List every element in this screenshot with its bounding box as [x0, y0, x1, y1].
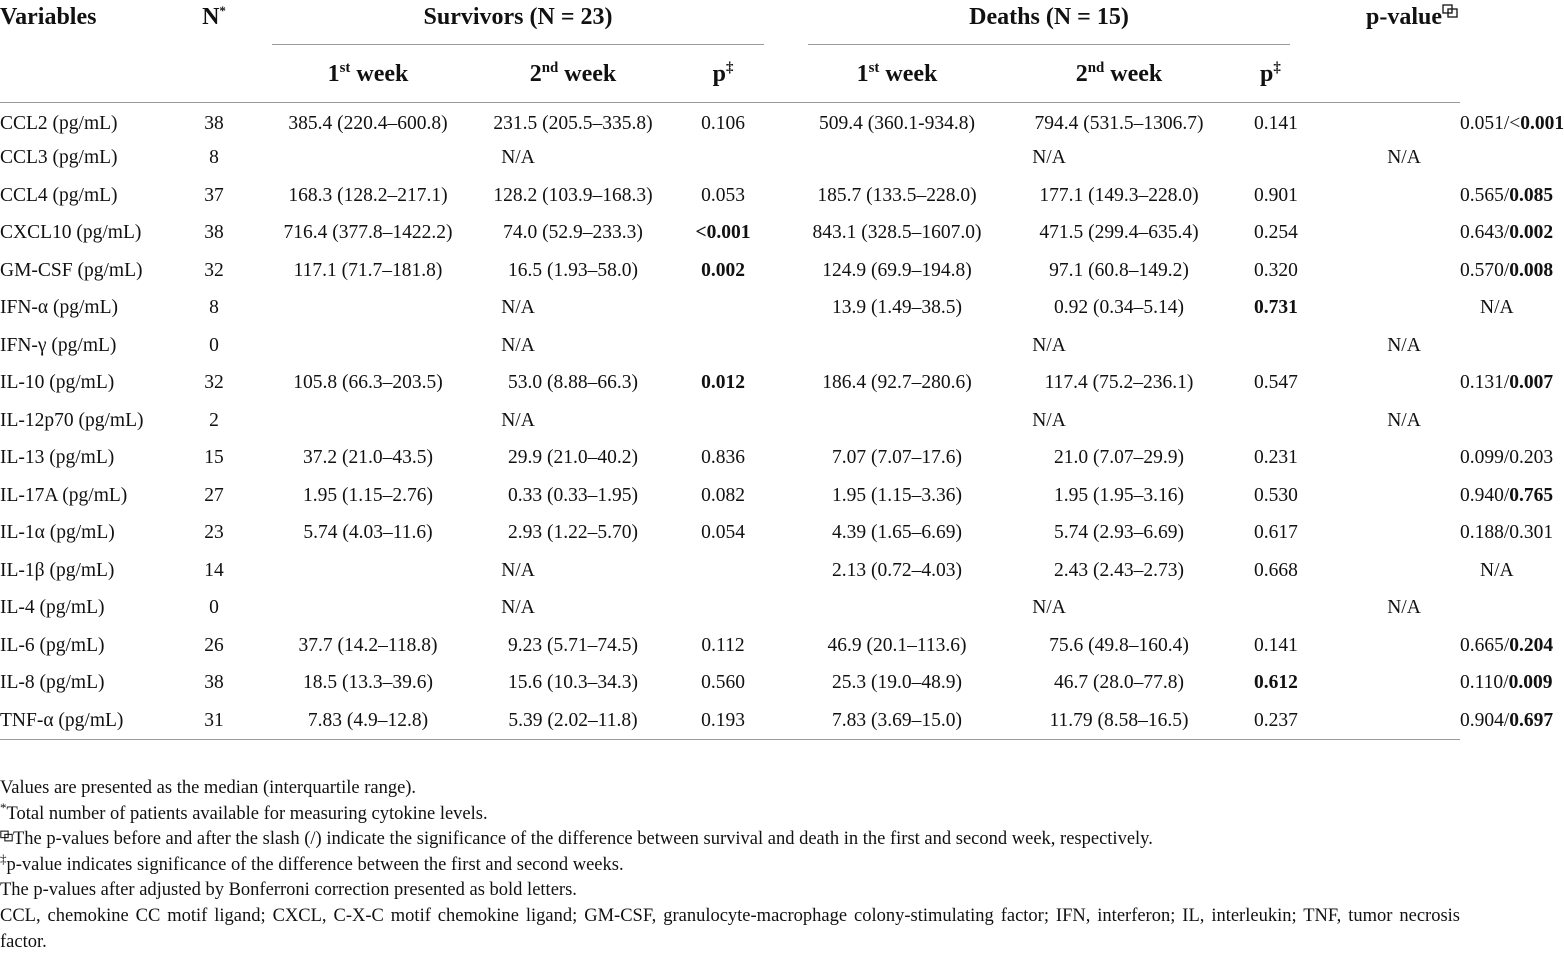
cell-n: 38 [204, 113, 224, 134]
cell-deaths-week1: 186.4 (92.7–280.6) [822, 372, 972, 394]
cell-deaths-week2: 117.4 (75.2–236.1) [1044, 372, 1194, 394]
table-row: IL-17A (pg/mL) 27 1.95 (1.15–2.76) 0.33 (0.33–1.95) 0.082 1.95 (1.15–3.36) 1.95 (1.95–3.16) 0.530 0.940/0.765 [0, 477, 1460, 515]
cell-variable: IL-1α (pg/mL) [0, 522, 115, 544]
header-p-value: p-value [1328, 0, 1460, 102]
cell-survivors-p: 0.112 [701, 634, 745, 656]
cell-n: 32 [204, 259, 224, 281]
table-header [0, 0, 1460, 102]
cell-survivors-p: 0.082 [701, 484, 745, 506]
cell-spacer [764, 440, 808, 478]
cell-deaths-week2: 97.1 (60.8–149.2) [1049, 259, 1189, 281]
cell-spacer [250, 365, 272, 403]
cell-spacer [250, 252, 272, 290]
cell-deaths-week1: 843.1 (328.5–1607.0) [812, 222, 982, 244]
cell-spacer [764, 102, 808, 140]
cell-survivors-na: N/A [501, 597, 535, 619]
cell-spacer [250, 515, 272, 553]
cell-deaths-p: 0.731 [1254, 297, 1298, 319]
cell-deaths-na: N/A [1032, 147, 1066, 169]
cell-spacer [764, 327, 808, 365]
table-row: IL-8 (pg/mL) 38 18.5 (13.3–39.6) 15.6 (10.3–34.3) 0.560 25.3 (19.0–48.9) 46.7 (28.0–77.8) 0.612 0.110/0.009 [0, 665, 1460, 703]
cell-deaths-week1: 7.83 (3.69–15.0) [808, 702, 986, 740]
cell-spacer [764, 552, 808, 590]
cell-spacer [250, 215, 272, 253]
cell-survivors-p: <0.001 [695, 222, 751, 244]
cell-deaths-na: N/A [1032, 409, 1066, 431]
table-row: TNF-α (pg/mL) 31 7.83 (4.9–12.8) 5.39 (2.02–11.8) 0.193 7.83 (3.69–15.0) 11.79 (8.58–16.5) 0.237 0.904/0.697 [0, 702, 1460, 740]
cell-variable: CCL2 (pg/mL) [0, 113, 118, 134]
table-row [0, 402, 1460, 440]
cell-spacer [250, 552, 272, 590]
cell-survivors-p: 0.002 [701, 259, 745, 281]
cell-variable: IL-6 (pg/mL) [0, 634, 105, 656]
cell-survivors-week2: 231.5 (205.5–335.8) [493, 113, 653, 134]
cell-spacer [250, 477, 272, 515]
header-survivors: Survivors (N = 23) [272, 0, 764, 44]
table-row: IL-1α (pg/mL) 23 5.74 (4.03–11.6) 2.93 (1.22–5.70) 0.054 4.39 (1.65–6.69) 5.74 (2.93–6.69) 0.617 0.188/0.301 [0, 515, 1460, 553]
cell-spacer [764, 252, 808, 290]
cell-variable: IL-12p70 (pg/mL) [0, 409, 144, 431]
cell-n: 31 [178, 702, 250, 740]
cell-deaths-week2: 2.43 (2.43–2.73) [1054, 559, 1184, 581]
footnote-weeks: ‡p-value indicates significance of the difference between the first and second weeks. [0, 850, 624, 875]
footnote-p-value-slash: The p-values before and after the slash (/) indicate the significance of the difference between survival and death in the first and second week, respectively. [0, 827, 1460, 853]
cell-spacer [250, 402, 272, 440]
cell-deaths-p: 0.901 [1254, 184, 1298, 206]
cell-p-value: N/A [1387, 334, 1421, 356]
cell-variable: CCL3 (pg/mL) [0, 147, 118, 169]
cell-deaths-p: 0.547 [1254, 372, 1298, 394]
cell-spacer [250, 140, 272, 178]
cell-spacer [1328, 252, 1460, 290]
cell-deaths-p: 0.530 [1254, 484, 1298, 506]
cell-deaths-p: 0.231 [1254, 447, 1298, 469]
cell-deaths-week1: 185.7 (133.5–228.0) [817, 184, 977, 206]
cell-spacer [250, 627, 272, 665]
cell-survivors-p: 0.106 [701, 113, 745, 134]
cell-survivors-na: N/A [501, 334, 535, 356]
cell-spacer [250, 177, 272, 215]
cell-spacer [1328, 177, 1460, 215]
cell-survivors-week1: 716.4 (377.8–1422.2) [283, 222, 453, 244]
cell-n: 38 [204, 222, 224, 244]
footnote-bonferroni: The p-values after adjusted by Bonferroni correction presented as bold letters. [0, 880, 577, 901]
footnote-abbreviations: CCL, chemokine CC motif ligand; CXCL, C-X-C motif chemokine ligand; GM-CSF, granulocyte-macrophage colony-stimulating factor; IFN, interferon; IL, interleukin; TNF, tumor necrosis factor. [0, 905, 1460, 952]
table-footnotes [0, 776, 1460, 955]
cell-deaths-week1: 4.39 (1.65–6.69) [832, 522, 962, 544]
cell-survivors-week2: 16.5 (1.93–58.0) [508, 259, 638, 281]
cell-n: 0 [209, 597, 219, 619]
table-body [0, 102, 1564, 740]
cell-survivors-week2: 74.0 (52.9–233.3) [503, 222, 643, 244]
cell-spacer [250, 290, 272, 328]
header-survivors-week2: 2nd week [464, 44, 682, 102]
cell-n: 37 [204, 184, 224, 206]
cell-spacer [764, 515, 808, 553]
cell-deaths-week1: 13.9 (1.49–38.5) [832, 297, 962, 319]
cell-n: 23 [204, 522, 224, 544]
cell-variable: CCL4 (pg/mL) [0, 184, 118, 206]
cell-survivors-week1: 37.7 (14.2–118.8) [298, 634, 438, 656]
cell-spacer [250, 102, 272, 140]
cell-spacer [764, 477, 808, 515]
cell-spacer [1328, 440, 1460, 478]
cell-spacer [1328, 552, 1460, 590]
cell-deaths-week2: 177.1 (149.3–228.0) [1039, 184, 1199, 206]
cell-survivors-na: N/A [501, 559, 535, 581]
cell-spacer [1328, 665, 1460, 703]
footnote-values: Values are presented as the median (interquartile range). [0, 778, 417, 798]
cell-n: 38 [204, 672, 224, 694]
cell-variable: IL-13 (pg/mL) [0, 447, 115, 469]
cell-variable: IL-17A (pg/mL) [0, 484, 128, 506]
cell-n: 8 [209, 297, 219, 319]
cell-n: 32 [204, 372, 224, 394]
cell-spacer [764, 627, 808, 665]
cell-deaths-week2: 471.5 (299.4–635.4) [1039, 222, 1199, 244]
cell-survivors-p: 0.836 [701, 447, 745, 469]
cell-survivors-week1: 105.8 (66.3–203.5) [293, 372, 443, 394]
cell-survivors-week2: 15.6 (10.3–34.3) [508, 672, 638, 694]
cell-n: 15 [204, 447, 224, 469]
header-n: N* [178, 0, 250, 102]
cell-deaths-week1: 509.4 (360.1-934.8) [819, 113, 975, 134]
cell-spacer [1328, 215, 1460, 253]
cell-deaths-week1: 7.07 (7.07–17.6) [832, 447, 962, 469]
cell-spacer [1290, 140, 1328, 178]
header-deaths-week2: 2nd week [986, 44, 1252, 102]
cell-deaths-p: 0.141 [1254, 634, 1298, 656]
cell-deaths-p: 0.668 [1254, 559, 1298, 581]
cell-survivors-na: N/A [501, 409, 535, 431]
cell-variable: IFN-γ (pg/mL) [0, 334, 117, 356]
cell-survivors-na: N/A [501, 297, 535, 319]
cell-spacer [764, 665, 808, 703]
cell-survivors-week2: 128.2 (103.9–168.3) [493, 184, 653, 206]
cell-deaths-week2: 21.0 (7.07–29.9) [1054, 447, 1184, 469]
table-row: CCL2 (pg/mL) 38 385.4 (220.4–600.8) 231.5 (205.5–335.8) 0.106 509.4 (360.1-934.8) 794.4 (531.5–1306.7) 0.141 0.051/<0.001 [0, 102, 1460, 140]
cell-survivors-p: 0.193 [682, 702, 764, 740]
cell-deaths-na: N/A [1032, 597, 1066, 619]
cell-deaths-week2: 46.7 (28.0–77.8) [1054, 672, 1184, 694]
cell-spacer [250, 702, 272, 740]
table-row [0, 327, 1460, 365]
cell-survivors-week1: 5.74 (4.03–11.6) [303, 522, 433, 544]
cell-variable: IL-10 (pg/mL) [0, 372, 115, 394]
cell-spacer [1328, 102, 1460, 140]
cell-spacer [1328, 627, 1460, 665]
header-deaths-week1: 1st week [808, 44, 986, 102]
cell-spacer [1290, 327, 1328, 365]
cell-spacer [1328, 702, 1460, 740]
cell-deaths-week1: 25.3 (19.0–48.9) [832, 672, 962, 694]
footnote-n: *Total number of patients available for measuring cytokine levels. [0, 799, 488, 824]
cell-survivors-week1: 37.2 (21.0–43.5) [303, 447, 433, 469]
cell-deaths-week2: 11.79 (8.58–16.5) [986, 702, 1252, 740]
cell-deaths-week1: 124.9 (69.9–194.8) [822, 259, 972, 281]
cell-deaths-na: N/A [1032, 334, 1066, 356]
cell-survivors-week2: 2.93 (1.22–5.70) [508, 522, 638, 544]
cell-deaths-week1: 46.9 (20.1–113.6) [827, 634, 967, 656]
header-deaths: Deaths (N = 15) [808, 0, 1290, 44]
table-row: IFN-α (pg/mL) 8 N/A 13.9 (1.49–38.5) 0.92 (0.34–5.14) 0.731 N/A [0, 290, 1460, 328]
header-survivors-p: p‡ [682, 44, 764, 102]
cell-spacer [1290, 402, 1328, 440]
table-row: IL-10 (pg/mL) 32 105.8 (66.3–203.5) 53.0 (8.88–66.3) 0.012 186.4 (92.7–280.6) 117.4 (75.2–236.1) 0.547 0.131/0.007 [0, 365, 1460, 403]
cell-survivors-na: N/A [501, 147, 535, 169]
cell-variable: TNF-α (pg/mL) [0, 702, 178, 740]
cell-survivors-week2: 0.33 (0.33–1.95) [508, 484, 638, 506]
cell-spacer [1328, 365, 1460, 403]
table-row: GM-CSF (pg/mL) 32 117.1 (71.7–181.8) 16.5 (1.93–58.0) 0.002 124.9 (69.9–194.8) 97.1 (60.8–149.2) 0.320 0.570/0.008 [0, 252, 1460, 290]
cell-spacer [1290, 590, 1328, 628]
cell-p-value: N/A [1387, 597, 1421, 619]
cell-survivors-week2: 5.39 (2.02–11.8) [464, 702, 682, 740]
cell-survivors-week2: 9.23 (5.71–74.5) [508, 634, 638, 656]
cell-survivors-week1: 168.3 (128.2–217.1) [288, 184, 448, 206]
cell-deaths-p: 0.141 [1254, 113, 1298, 134]
cell-variable: IFN-α (pg/mL) [0, 297, 118, 319]
cell-survivors-p: 0.560 [701, 672, 745, 694]
cell-spacer [250, 665, 272, 703]
cell-survivors-week1: 385.4 (220.4–600.8) [288, 113, 448, 134]
cell-survivors-p: 0.054 [701, 522, 745, 544]
cell-variable: IL-1β (pg/mL) [0, 559, 115, 581]
overlapping-squares-icon [1442, 4, 1458, 18]
cell-n: 8 [209, 147, 219, 169]
cell-deaths-p: 0.237 [1252, 702, 1328, 740]
cell-survivors-week1: 18.5 (13.3–39.6) [303, 672, 433, 694]
cell-spacer [764, 177, 808, 215]
cell-survivors-p: 0.053 [701, 184, 745, 206]
cell-spacer [764, 590, 808, 628]
cell-spacer [1328, 477, 1460, 515]
table-row: IL-6 (pg/mL) 26 37.7 (14.2–118.8) 9.23 (5.71–74.5) 0.112 46.9 (20.1–113.6) 75.6 (49.8–160.4) 0.141 0.665/0.204 [0, 627, 1460, 665]
cell-spacer [250, 590, 272, 628]
cell-variable: IL-8 (pg/mL) [0, 672, 105, 694]
cell-spacer [250, 440, 272, 478]
cell-deaths-week1: 1.95 (1.15–3.36) [832, 484, 962, 506]
cell-n: 0 [209, 334, 219, 356]
cell-deaths-p: 0.617 [1254, 522, 1298, 544]
overlapping-squares-icon [0, 830, 13, 842]
cell-spacer [764, 215, 808, 253]
cell-variable: IL-4 (pg/mL) [0, 597, 105, 619]
cell-deaths-week2: 1.95 (1.95–3.16) [1054, 484, 1184, 506]
cell-deaths-p: 0.254 [1254, 222, 1298, 244]
cell-variable: CXCL10 (pg/mL) [0, 222, 142, 244]
header-variables: Variables [0, 0, 178, 102]
cell-spacer [1328, 515, 1460, 553]
cell-spacer [764, 140, 808, 178]
cell-spacer [764, 365, 808, 403]
cell-deaths-week2: 75.6 (49.8–160.4) [1049, 634, 1189, 656]
cell-survivors-week1: 1.95 (1.15–2.76) [303, 484, 433, 506]
cell-p-value: N/A [1387, 147, 1421, 169]
cell-spacer [764, 702, 808, 740]
cell-n: 27 [204, 484, 224, 506]
cell-survivors-week1: 117.1 (71.7–181.8) [293, 259, 443, 281]
cell-survivors-week2: 53.0 (8.88–66.3) [508, 372, 638, 394]
table-row [0, 140, 1460, 178]
cell-survivors-week1: 7.83 (4.9–12.8) [272, 702, 464, 740]
table-row: CCL4 (pg/mL) 37 168.3 (128.2–217.1) 128.2 (103.9–168.3) 0.053 185.7 (133.5–228.0) 177.1 (149.3–228.0) 0.901 0.565/0.085 [0, 177, 1460, 215]
table-row: CXCL10 (pg/mL) 38 716.4 (377.8–1422.2) 74.0 (52.9–233.3) <0.001 843.1 (328.5–1607.0) 471.5 (299.4–635.4) 0.254 0.643/0.002 [0, 215, 1460, 253]
cell-p-value: N/A [1387, 409, 1421, 431]
table-row [0, 590, 1460, 628]
cell-spacer [764, 402, 808, 440]
cell-n: 14 [204, 559, 224, 581]
cell-deaths-week2: 5.74 (2.93–6.69) [1054, 522, 1184, 544]
cell-survivors-week2: 29.9 (21.0–40.2) [508, 447, 638, 469]
header-deaths-p: p‡ [1252, 44, 1328, 102]
cell-deaths-week1: 2.13 (0.72–4.03) [832, 559, 962, 581]
table-row: IL-13 (pg/mL) 15 37.2 (21.0–43.5) 29.9 (21.0–40.2) 0.836 7.07 (7.07–17.6) 21.0 (7.07–29.9) 0.231 0.099/0.203 [0, 440, 1460, 478]
cell-n: 26 [204, 634, 224, 656]
cell-deaths-p: 0.320 [1254, 259, 1298, 281]
cell-spacer [250, 327, 272, 365]
cell-n: 2 [209, 409, 219, 431]
cell-deaths-p: 0.612 [1254, 672, 1298, 694]
cell-spacer [1328, 290, 1460, 328]
table-row: IL-1β (pg/mL) 14 N/A 2.13 (0.72–4.03) 2.43 (2.43–2.73) 0.668 N/A [0, 552, 1460, 590]
cell-deaths-week2: 0.92 (0.34–5.14) [1054, 297, 1184, 319]
cell-deaths-week2: 794.4 (531.5–1306.7) [1034, 113, 1204, 134]
cell-spacer [764, 290, 808, 328]
cell-survivors-p: 0.012 [701, 372, 745, 394]
cell-variable: GM-CSF (pg/mL) [0, 259, 143, 281]
header-survivors-week1: 1st week [272, 44, 464, 102]
